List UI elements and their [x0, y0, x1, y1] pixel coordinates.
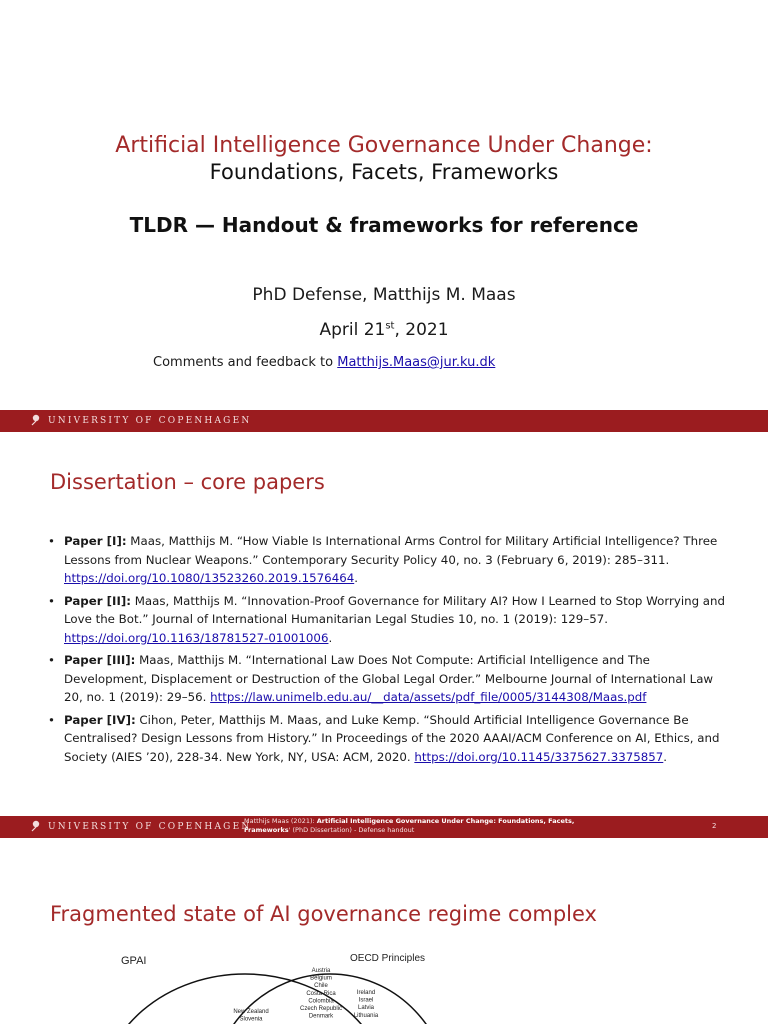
country-label: Slovenia: [239, 1016, 263, 1023]
date-main: April 21: [319, 320, 386, 340]
paper-item: [48, 711, 728, 767]
bullet: •: [48, 534, 55, 548]
venn-left-label: GPAI: [121, 955, 147, 967]
university-logo-icon: [30, 820, 41, 832]
paper-citation: Maas, Matthijs M. “Innovation-Proof Governance for Military AI? How I Learned to Stop Worrying and Love the Bot.” Journal of International Humanitarian Legal Studies 10, no. 1 (2019): 129–57.: [64, 593, 726, 626]
footer-bar: [0, 410, 768, 432]
paper-end: .: [328, 630, 333, 645]
date-line: [0, 320, 768, 340]
country-label: Belgium: [310, 975, 332, 982]
comments-text: Comments and feedback to: [153, 355, 338, 370]
paper-link[interactable]: https://doi.org/10.1145/3375627.3375857: [414, 749, 664, 764]
bullet: •: [48, 593, 55, 608]
credit-title-2: Frameworks: [244, 826, 289, 834]
paper-citation: Cihon, Peter, Matthijs M. Maas, and Luke Kemp. “Should Artificial Intelligence Governance Be Centralised? Design Lessons from History.” In Proceedings of the 2020 AAAI/ACM Conference on AI, Ethics, and Society (AIES ’20), 228-34. New York, NY, USA: ACM, 2020.: [64, 712, 720, 764]
country-label: Chile: [314, 983, 328, 990]
country-label: Latvia: [357, 1005, 375, 1012]
gpai-only-country-list: [233, 1009, 268, 1023]
bullet: •: [48, 712, 55, 727]
comments-line: [153, 355, 495, 370]
paper-link[interactable]: https://doi.org/10.1163/18781527-01001006: [64, 630, 329, 645]
paper-item: [48, 592, 728, 648]
paper-citation: Maas, Matthijs M. “International Law Does Not Compute: Artificial Intelligence and The Development, Displacement or Destruction of the Global Legal Order.” Melbourne Journal of International Law 20, no. 1 (2019): 29–56.: [64, 653, 714, 704]
paper-end: .: [354, 571, 358, 585]
title-slide: [0, 0, 768, 432]
paper-item: [48, 532, 728, 588]
credit-title-1: Artificial Intelligence Governance Under Change: Foundations, Facets,: [316, 817, 575, 825]
country-label: Denmark: [308, 1013, 334, 1020]
credit-prefix: Matthijs Maas (2021):: [244, 817, 317, 825]
tldr-heading: TLDR — Handout & frameworks for reference: [129, 213, 639, 237]
country-label: New Zealand: [233, 1009, 269, 1015]
country-label: Ireland: [356, 990, 376, 996]
country-label: Austria: [311, 968, 331, 974]
dissertation-title: Artificial Intelligence Governance Under Change:: [115, 133, 653, 158]
paper-link[interactable]: https://law.unimelb.edu.au/__data/assets/pdf_file/0005/3144308/Maas.pdf: [210, 690, 647, 704]
university-name: UNIVERSITY OF COPENHAGEN: [48, 416, 252, 426]
venn-right-label: OECD Principles: [350, 953, 426, 964]
paper-end: .: [663, 749, 668, 764]
slide-heading: Dissertation – core papers: [50, 470, 325, 494]
oecd-only-country-list: [354, 990, 379, 1019]
country-label: Israel: [358, 997, 374, 1004]
date-year: , 2021: [394, 320, 449, 340]
paper-label: Paper [III]:: [64, 653, 136, 667]
country-label: Costa Rica: [306, 990, 336, 997]
university-name: UNIVERSITY OF COPENHAGEN: [48, 822, 252, 832]
paper-citation: Maas, Matthijs M. “How Viable Is International Arms Control for Military Artificial Intelligence? Three Lessons from Nuclear Weapons.” Contemporary Security Policy 40, no. 3 (February 6, 2019): 285–311.: [64, 534, 718, 567]
bullet: •: [48, 653, 55, 667]
slide-heading: Fragmented state of AI governance regime complex: [50, 902, 597, 926]
paper-item: [48, 651, 728, 707]
author-line: PhD Defense, Matthijs M. Maas: [252, 285, 516, 305]
paper-label: Paper [II]:: [64, 593, 131, 608]
country-label: Colombia: [308, 998, 334, 1005]
footer-bar: [0, 816, 768, 838]
page-number: 2: [712, 822, 717, 830]
footer-credit: [244, 817, 584, 835]
date-suffix: st: [385, 320, 395, 332]
country-label: Lithuania: [353, 1012, 379, 1019]
dissertation-subtitle: Foundations, Facets, Frameworks: [209, 160, 559, 184]
venn-diagram: [0, 949, 768, 1024]
email-link[interactable]: Matthijs.Maas@jur.ku.dk: [337, 355, 496, 370]
paper-list: [48, 532, 728, 770]
credit-suffix: ' (PhD Dissertation) - Defense handout: [288, 826, 415, 834]
paper-label: Paper [I]:: [64, 534, 127, 548]
paper-link[interactable]: https://doi.org/10.1080/13523260.2019.1576464: [64, 571, 355, 585]
regime-complex-slide: [0, 864, 768, 1024]
paper-label: Paper [IV]:: [64, 712, 136, 727]
papers-slide: [0, 432, 768, 864]
country-label: Czech Republic: [299, 1006, 343, 1012]
university-logo-icon: [30, 414, 41, 426]
